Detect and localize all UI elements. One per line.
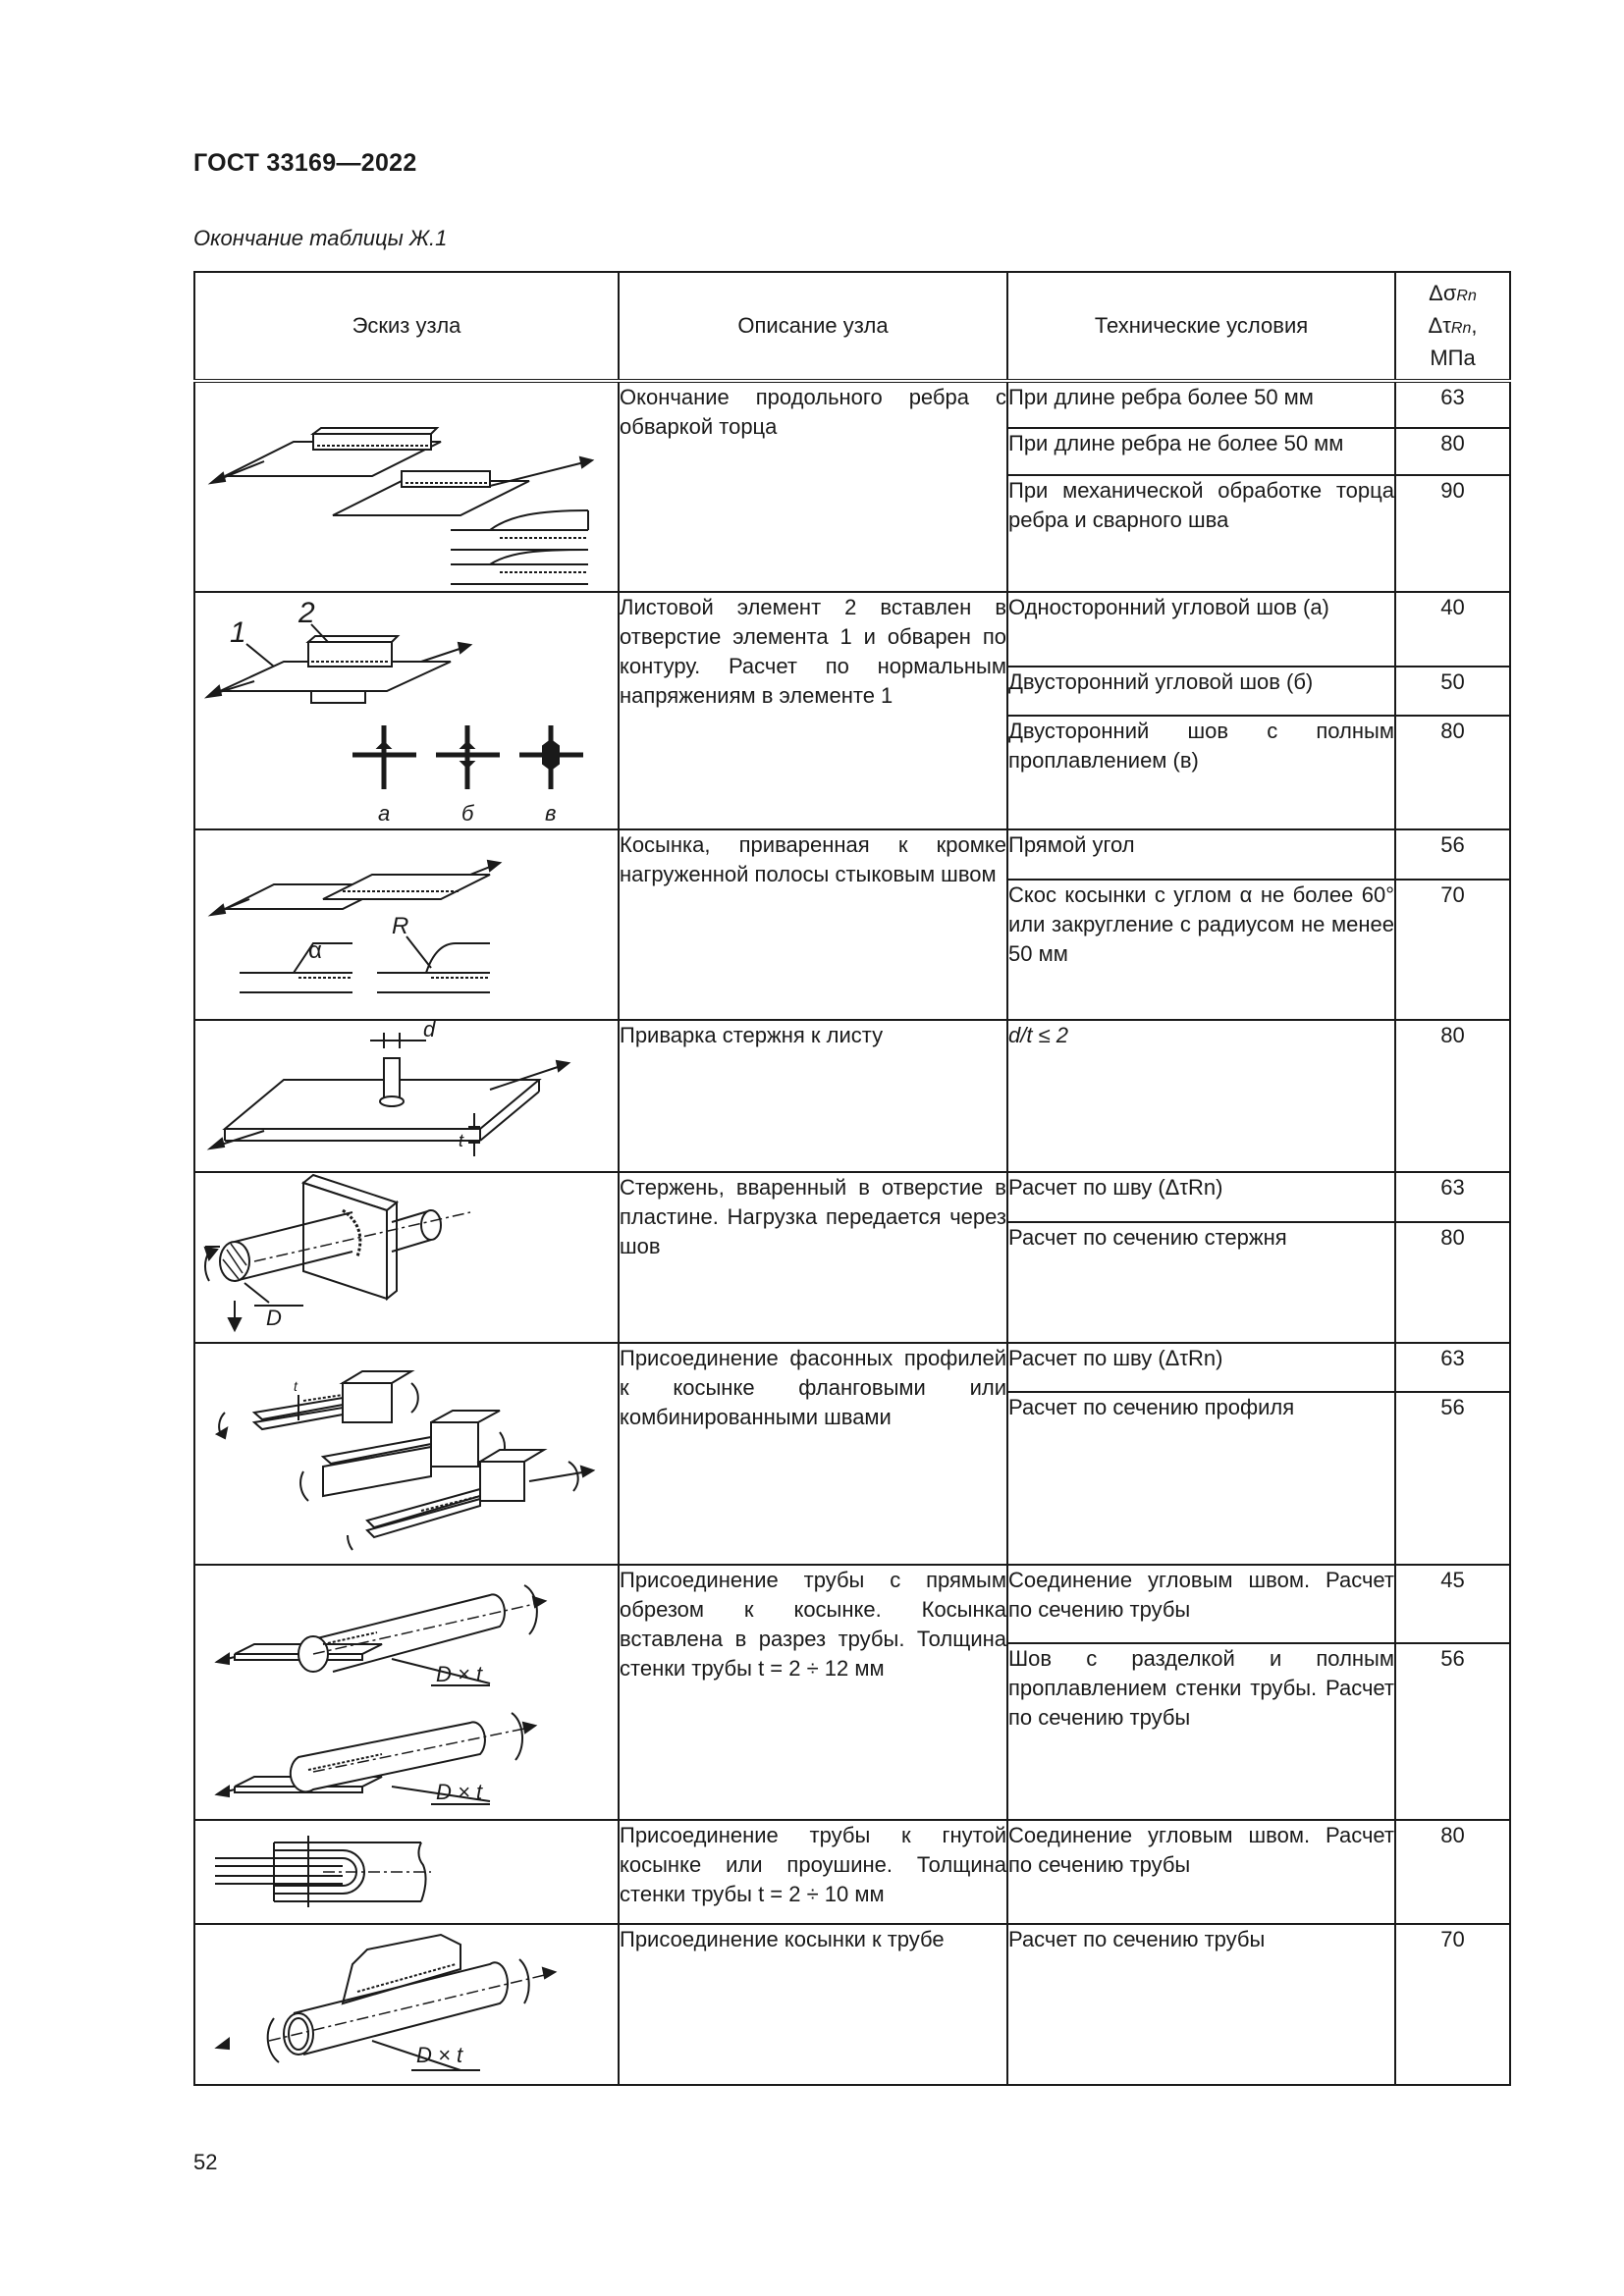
- sketch-label-Dt: D × t: [416, 2043, 463, 2067]
- sketch-gusset-on-pipe: [194, 1924, 619, 2085]
- row-8-description: Присоединение трубы к гнутой косынке или проушине. Толщина стенки трубы t = 2 ÷ 10 мм: [619, 1820, 1007, 1924]
- sketch-label-D: D: [266, 1306, 282, 1330]
- row-3-condition-2: Скос косынки с углом α не более 60° или закругление с радиусом не менее 50 мм: [1007, 880, 1395, 1020]
- row-4-condition-1: d/t ≤ 2: [1007, 1020, 1395, 1172]
- row-1-value-2: 80: [1395, 428, 1510, 475]
- row-1-value-3: 90: [1395, 475, 1510, 592]
- sketch-label-1: 1: [230, 616, 246, 649]
- row-6-value-2: 56: [1395, 1392, 1510, 1565]
- row-7-description: Присоединение трубы с прямым обрезом к косынке. Косынка вставлена в разрез трубы. Толщина стенки трубы t = 2 ÷ 12 мм: [619, 1565, 1007, 1820]
- row-2-condition-3: Двусторонний шов с полным проплавлением (в): [1007, 716, 1395, 829]
- table-row: [194, 829, 1510, 880]
- sketch-gusset-butt: [194, 829, 619, 1020]
- sketch-inserted-plate: [194, 592, 619, 829]
- row-6-condition-1: Расчет по шву (ΔτRn): [1007, 1343, 1395, 1392]
- sketch-label-alpha: α: [308, 937, 322, 964]
- sketch-label-t: t: [459, 1131, 464, 1150]
- sketch-label-d: d: [423, 1021, 436, 1041]
- table-caption: Окончание таблицы Ж.1: [193, 226, 448, 250]
- sketch-label-t: t: [294, 1378, 298, 1394]
- sketch-label-2: 2: [298, 597, 315, 629]
- sketch-stud-on-plate: [194, 1020, 619, 1172]
- sketch-label-Dt-1: D × t: [436, 1662, 483, 1686]
- row-6-value-1: 63: [1395, 1343, 1510, 1392]
- table-row: [194, 1172, 1510, 1222]
- row-1-value-1: 63: [1395, 381, 1510, 428]
- weld-joints-table: [193, 271, 1511, 2086]
- row-9-condition-1: Расчет по сечению трубы: [1007, 1924, 1395, 2085]
- sketch-rib-end: [194, 381, 619, 592]
- sketch-rod-in-plate: [194, 1172, 619, 1343]
- row-3-description: Косынка, приваренная к кромке нагруженной полосы стыковым швом: [619, 829, 1007, 1020]
- row-2-condition-1: Односторонний угловой шов (а): [1007, 592, 1395, 667]
- table-row: [194, 1020, 1510, 1172]
- row-5-value-1: 63: [1395, 1172, 1510, 1222]
- col-header-value: ΔσRn ΔτRn, МПа: [1395, 272, 1510, 381]
- table-row: [194, 1924, 1510, 2085]
- sketch-pipe-slot: [194, 1565, 619, 1820]
- table-row: [194, 381, 1510, 428]
- row-6-condition-2: Расчет по сечению профиля: [1007, 1392, 1395, 1565]
- row-2-value-1: 40: [1395, 592, 1510, 667]
- row-5-value-2: 80: [1395, 1222, 1510, 1343]
- row-5-description: Стержень, вваренный в отверстие в пластине. Нагрузка передается через шов: [619, 1172, 1007, 1343]
- col-header-conditions: Технические условия: [1007, 272, 1395, 381]
- table-row: [194, 592, 1510, 667]
- row-4-description: Приварка стержня к листу: [619, 1020, 1007, 1172]
- sketch-label-a: а: [378, 801, 391, 826]
- row-4-value-1: 80: [1395, 1020, 1510, 1172]
- sketch-label-b: б: [461, 801, 474, 826]
- col-header-sketch: Эскиз узла: [194, 272, 619, 381]
- row-1-condition-3: При механической обработке торца ребра и сварного шва: [1007, 475, 1395, 592]
- table-row: [194, 1565, 1510, 1643]
- header-row: [194, 272, 1510, 381]
- row-7-condition-1: Соединение угловым швом. Расчет по сечению трубы: [1007, 1565, 1395, 1643]
- row-1-condition-1: При длине ребра более 50 мм: [1007, 381, 1395, 428]
- row-3-value-1: 56: [1395, 829, 1510, 880]
- row-8-value-1: 80: [1395, 1820, 1510, 1924]
- sketch-label-Dt-2: D × t: [436, 1780, 483, 1804]
- row-8-condition-1: Соединение угловым швом. Расчет по сечению трубы: [1007, 1820, 1395, 1924]
- sketch-label-r: R: [392, 913, 409, 939]
- row-2-condition-2: Двусторонний угловой шов (б): [1007, 667, 1395, 716]
- row-7-value-2: 56: [1395, 1643, 1510, 1820]
- row-2-description: Листовой элемент 2 вставлен в отверстие элемента 1 и обварен по контуру. Расчет по нормальным напряжениям в элементе 1: [619, 592, 1007, 829]
- row-5-condition-1: Расчет по шву (ΔτRn): [1007, 1172, 1395, 1222]
- row-9-value-1: 70: [1395, 1924, 1510, 2085]
- table-row: [194, 1343, 1510, 1392]
- row-3-value-2: 70: [1395, 880, 1510, 1020]
- document-title: ГОСТ 33169—2022: [193, 149, 417, 177]
- row-7-value-1: 45: [1395, 1565, 1510, 1643]
- row-7-condition-2: Шов с разделкой и полным проплавлением стенки трубы. Расчет по сечению трубы: [1007, 1643, 1395, 1820]
- row-1-condition-2: При длине ребра не более 50 мм: [1007, 428, 1395, 475]
- row-5-condition-2: Расчет по сечению стержня: [1007, 1222, 1395, 1343]
- col-header-description: Описание узла: [619, 272, 1007, 381]
- row-1-description: Окончание продольного ребра с обваркой торца: [619, 381, 1007, 592]
- row-2-value-2: 50: [1395, 667, 1510, 716]
- sketch-profiles-gusset: [194, 1343, 619, 1565]
- sketch-pipe-bent-gusset: [194, 1820, 619, 1924]
- table-row: [194, 1820, 1510, 1924]
- row-2-value-3: 80: [1395, 716, 1510, 829]
- row-9-description: Присоединение косынки к трубе: [619, 1924, 1007, 2085]
- page-number: 52: [193, 2150, 218, 2174]
- row-3-condition-1: Прямой угол: [1007, 829, 1395, 880]
- sketch-label-v: в: [545, 801, 557, 826]
- row-6-description: Присоединение фасонных профилей к косынке фланговыми или комбинированными швами: [619, 1343, 1007, 1565]
